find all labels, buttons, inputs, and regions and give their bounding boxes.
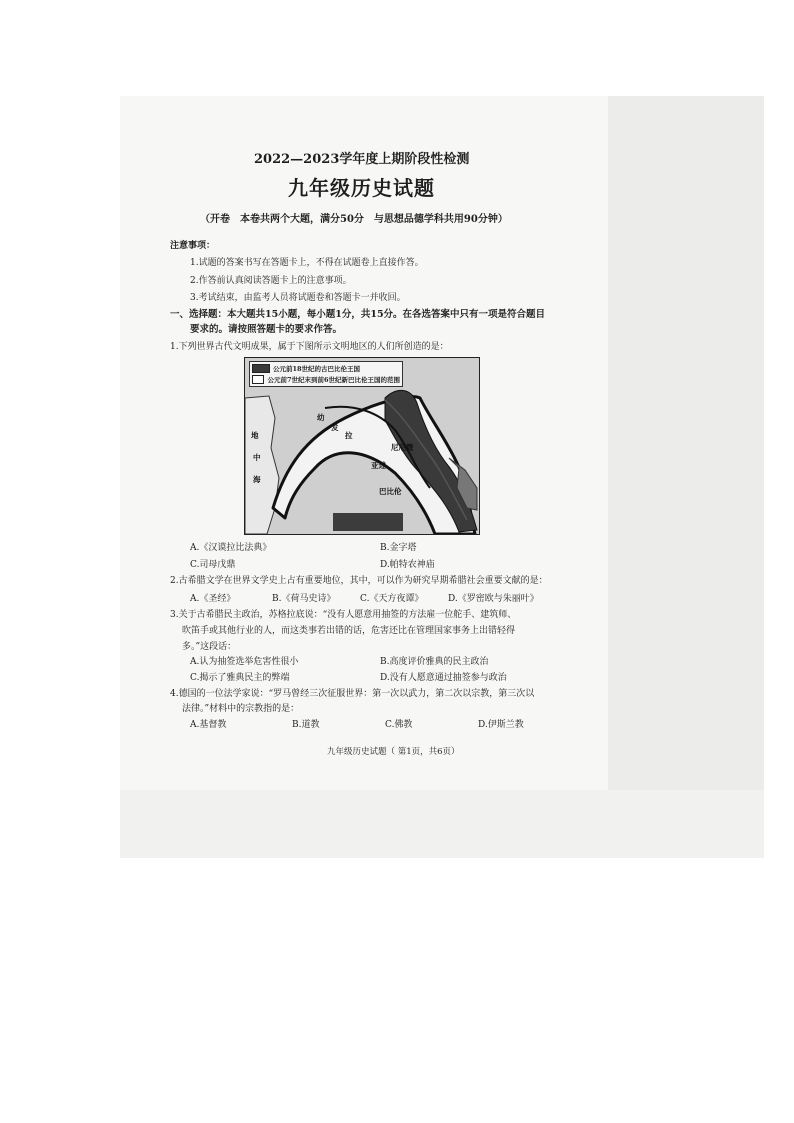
city-label-assur: 亚述 xyxy=(371,461,386,470)
note-item: 1.试题的答案书写在答题卡上，不得在试题卷上直接作答。 xyxy=(190,258,424,268)
river-label-char: 拉 xyxy=(345,431,353,440)
question-2-stem: 2.古希腊文学在世界文学史上占有重要地位，其中，可以作为研究早期希腊社会重要文献的是： xyxy=(170,576,548,586)
legend-row-new-babylon xyxy=(252,374,400,385)
exam-term-title: 2022—2023学年度上期阶段性检测 xyxy=(254,152,470,167)
sea-label-char: 中 xyxy=(253,453,261,462)
q2-option-a: A.《圣经》 xyxy=(190,594,236,604)
question-3-stem-cont: 多。”这段话： xyxy=(182,642,237,652)
q3-option-b: B.高度评价雅典的民主政治 xyxy=(380,657,489,667)
q2-option-b: B.《荷马史诗》 xyxy=(272,594,336,604)
question-1-stem: 1.下列世界古代文明成果，属于下图所示文明地区的人们所创造的是： xyxy=(170,342,449,352)
mesopotamia-map xyxy=(244,357,480,535)
legend-row-old-babylon xyxy=(252,363,400,374)
legend-label: 公元前7世纪末到前6世纪新巴比伦王国的范围 xyxy=(267,376,400,384)
sea-label-char: 地 xyxy=(251,431,259,440)
legend-swatch-light xyxy=(252,375,264,384)
note-item: 3.考试结束，由监考人员将试题卷和答题卡一并收回。 xyxy=(190,293,406,303)
question-3-stem-cont: 吹笛手或其他行业的人，而这类事若出错的话，危害还比在管理国家事务上出错轻得 xyxy=(182,626,516,636)
q3-option-a: A.认为抽签选举危害性很小 xyxy=(190,657,299,667)
q3-option-c: C.揭示了雅典民主的弊端 xyxy=(190,673,290,683)
q1-option-b: B.金字塔 xyxy=(380,543,417,553)
city-label-ninevi: 尼尼微 xyxy=(391,443,414,452)
city-label-babylon: 巴比伦 xyxy=(379,487,402,496)
q4-option-c: C.佛教 xyxy=(385,720,413,730)
q2-option-d: D.《罗密欧与朱丽叶》 xyxy=(448,594,539,604)
q1-option-a: A.《汉谟拉比法典》 xyxy=(190,543,272,553)
q4-option-d: D.伊斯兰教 xyxy=(478,720,524,730)
question-4-stem: 4.德国的一位法学家说：“罗马曾经三次征服世界：第一次以武力，第二次以宗教，第三次以 xyxy=(170,689,535,699)
q1-option-d: D.帕特农神庙 xyxy=(380,560,435,570)
q4-option-b: B.道教 xyxy=(292,720,320,730)
notes-heading: 注意事项： xyxy=(170,241,216,251)
page-footer: 九年级历史试题（ 第1页，共6页） xyxy=(327,747,460,757)
question-4-stem-cont: 法律。”材料中的宗教指的是： xyxy=(182,704,300,714)
legend-swatch-dark xyxy=(252,364,270,373)
q3-option-d: D.没有人愿意通过抽签参与政治 xyxy=(380,673,507,683)
q2-option-c: C.《天方夜谭》 xyxy=(360,594,424,604)
note-item: 2.作答前认真阅读答题卡上的注意事项。 xyxy=(190,276,352,286)
section1-heading-cont: 要求的。请按照答题卡的要求作答。 xyxy=(190,324,343,335)
sea-label-char: 海 xyxy=(253,475,261,484)
q1-option-c: C.司母戊鼎 xyxy=(190,560,236,570)
map-legend xyxy=(249,361,403,387)
exam-subtitle: （开卷 本卷共两个大题，满分50分 与思想品德学科共用90分钟） xyxy=(200,214,508,225)
exam-subject-title: 九年级历史试题 xyxy=(288,176,435,200)
question-3-stem: 3.关于古希腊民主政治，苏格拉底说：“没有人愿意用抽签的方法雇一位舵手、建筑师、 xyxy=(170,610,517,620)
q4-option-a: A.基督教 xyxy=(190,720,227,730)
section1-heading: 一、选择题：本大题共15小题，每小题1分，共15分。在各选答案中只有一项是符合题目 xyxy=(170,309,546,320)
river-label-char: 发 xyxy=(331,423,339,432)
legend-label: 公元前18世纪的古巴比伦王国 xyxy=(273,365,361,373)
river-label-char: 幼 xyxy=(317,413,325,422)
